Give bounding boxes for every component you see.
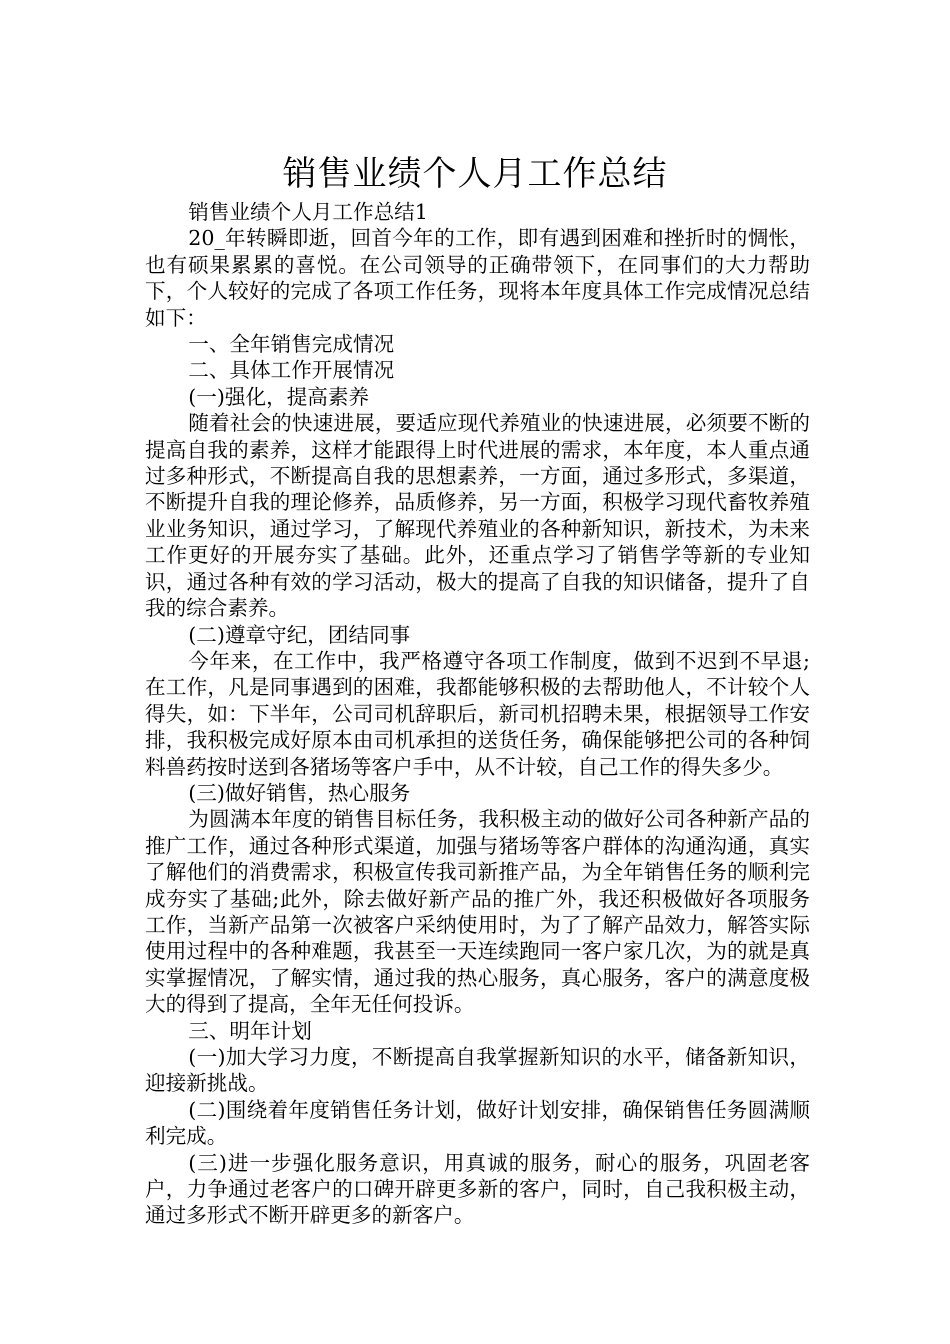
plan-item-3: (三)进一步强化服务意识，用真诚的服务，耐心的服务，巩固老客户，力争通过老客户的口碑开辟更多新的客户，同时，自己我积极主动，通过多形式不断开辟更多的新客户。	[145, 1150, 810, 1228]
body-paragraph-2: 今年来，在工作中，我严格遵守各项工作制度，做到不迟到不早退;在工作，凡是同事遇到的困难，我都能够积极的去帮助他人，不计较个人得失，如：下半年，公司司机辞职后，新司机招聘未果，根据领导工作安排，我积极完成好原本由司机承担的送货任务，确保能够把公司的各种饲料兽药按时送到各猪场等客户手中，从不计较，自己工作的得失多少。	[145, 648, 810, 779]
body-paragraph-3: 为圆满本年度的销售目标任务，我积极主动的做好公司各种新产品的推广工作，通过各种形式渠道，加强与猪场等客户群体的沟通沟通，真实了解他们的消费需求，积极宣传我司新推产品，为全年销售任务的顺利完成夯实了基础;此外，除去做好新产品的推广外，我还积极做好各项服务工作，当新产品第一次被客户采纳使用时，为了了解产品效力，解答实际使用过程中的各种难题，我甚至一天连续跑同一客户家几次，为的就是真实掌握情况，了解实情，通过我的热心服务，真心服务，客户的满意度极大的得到了提高，全年无任何投诉。	[145, 807, 810, 1017]
section-heading-3: 三、明年计划	[188, 1018, 312, 1043]
subheading-3: (三)做好销售，热心服务	[188, 780, 411, 805]
document-body	[145, 199, 810, 1229]
plan-item-2: (二)围绕着年度销售任务计划，做好计划安排，确保销售任务圆满顺利完成。	[145, 1097, 810, 1149]
plan-item-1: (一)加大学习力度，不断提高自我掌握新知识的水平，储备新知识，迎接新挑战。	[145, 1045, 810, 1096]
body-paragraph-1: 随着社会的快速进展，要适应现代养殖业的快速进展，必须要不断的提高自我的素养，这样才能跟得上时代进展的需求，本年度，本人重点通过多种形式，不断提高自我的思想素养，一方面，通过多形式，多渠道，不断提升自我的理论修养，品质修养，另一方面，积极学习现代畜牧养殖业业务知识，通过学习，了解现代养殖业的各种新知识，新技术，为未来工作更好的开展夯实了基础。此外，还重点学习了销售学等新的专业知识，通过各种有效的学习活动，极大的提高了自我的知识储备，提升了自我的综合素养。	[145, 411, 810, 621]
subheading-2: (二)遵章守纪，团结同事	[188, 622, 411, 647]
subheading-1: (一)强化，提高素养	[188, 384, 370, 409]
document-title: 销售业绩个人月工作总结	[282, 153, 668, 194]
section-heading-2: 二、具体工作开展情况	[188, 358, 395, 383]
section-heading-1: 一、全年销售完成情况	[188, 332, 395, 357]
subtitle-paragraph: 销售业绩个人月工作总结1	[188, 200, 428, 224]
intro-paragraph: 20_年转瞬即逝，回首今年的工作，即有遇到困难和挫折时的惆怅，也有硕果累累的喜悦。在公司领导的正确带领下，在同事们的大力帮助下，个人较好的完成了各项工作任务，现将本年度具体工作完成情况总结如下：	[145, 226, 810, 330]
